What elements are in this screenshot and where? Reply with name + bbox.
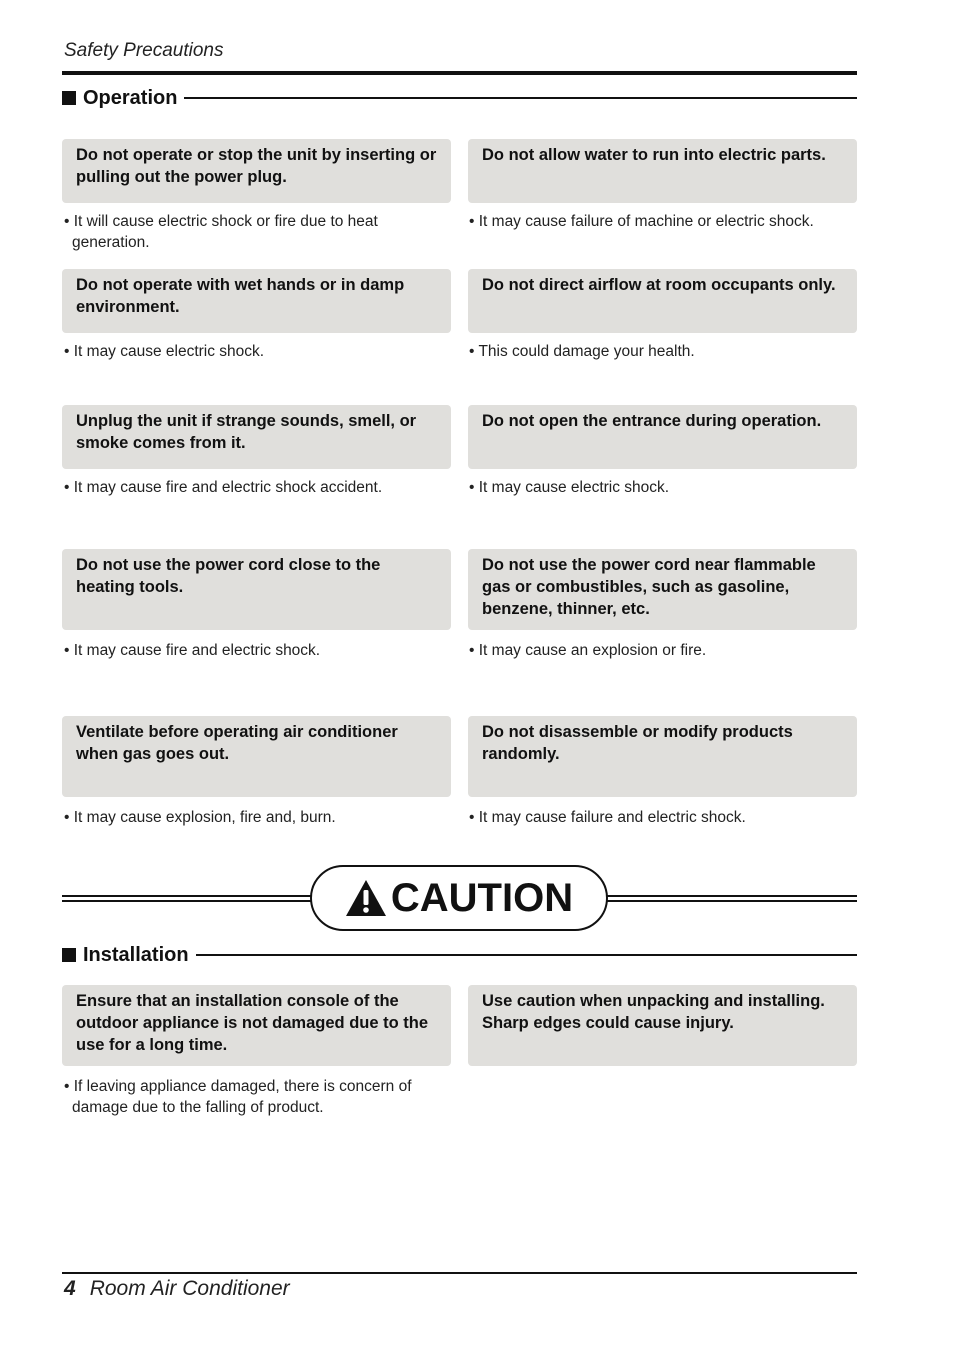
square-bullet-icon bbox=[62, 948, 76, 962]
page-number: 4 bbox=[64, 1277, 76, 1300]
section-title-label: Installation bbox=[83, 943, 189, 966]
warning-card: Do not disassemble or modify products randomly. bbox=[468, 716, 857, 797]
warning-card: Do not operate or stop the unit by inserting or pulling out the power plug. bbox=[62, 139, 451, 203]
warning-note: • This could damage your health. bbox=[469, 343, 695, 360]
warning-card: Unplug the unit if strange sounds, smell, or smoke comes from it. bbox=[62, 405, 451, 469]
warning-card: Ventilate before operating air conditioner when gas goes out. bbox=[62, 716, 451, 797]
warning-note: • It will cause electric shock or fire due to heat generation. bbox=[64, 213, 378, 251]
section-title-installation bbox=[62, 943, 857, 967]
warning-note: • It may cause fire and electric shock accident. bbox=[64, 479, 383, 496]
warning-note: • It may cause an explosion or fire. bbox=[469, 642, 707, 659]
footer-title: Room Air Conditioner bbox=[89, 1277, 290, 1300]
header-rule bbox=[62, 71, 857, 75]
running-footer bbox=[64, 1277, 290, 1301]
warning-card: Do not direct airflow at room occupants only. bbox=[468, 269, 857, 333]
warning-note: • It may cause electric shock. bbox=[469, 479, 670, 496]
footer-rule bbox=[62, 1272, 857, 1274]
caution-label: CAUTION bbox=[390, 875, 574, 920]
warning-note: • It may cause failure and electric shock. bbox=[469, 809, 746, 826]
section-title-operation bbox=[62, 86, 857, 110]
warning-note: • It may cause failure of machine or electric shock. bbox=[469, 213, 814, 230]
warning-card: Do not allow water to run into electric parts. bbox=[468, 139, 857, 203]
warning-note: • It may cause explosion, fire and, burn. bbox=[64, 809, 336, 826]
warning-card: Do not operate with wet hands or in damp environment. bbox=[62, 269, 451, 333]
section-title-rule bbox=[184, 97, 857, 99]
square-bullet-icon bbox=[62, 91, 76, 105]
section-title-rule bbox=[196, 954, 857, 956]
caution-banner bbox=[310, 865, 608, 931]
warning-note: • It may cause electric shock. bbox=[64, 343, 265, 360]
caution-card: Ensure that an installation console of the outdoor appliance is not damaged due to the use for a long time. bbox=[62, 985, 451, 1066]
warning-card: Do not use the power cord near flammable gas or combustibles, such as gasoline, benzene, thinner, etc. bbox=[468, 549, 857, 630]
warning-card: Do not use the power cord close to the heating tools. bbox=[62, 549, 451, 630]
section-title-label: Operation bbox=[83, 86, 178, 109]
caution-card: Use caution when unpacking and installing. Sharp edges could cause injury. bbox=[468, 985, 857, 1066]
caution-note: • If leaving appliance damaged, there is concern of damage due to the falling of product. bbox=[64, 1078, 412, 1116]
warning-triangle-icon bbox=[345, 879, 387, 917]
warning-note: • It may cause fire and electric shock. bbox=[64, 642, 321, 659]
running-header: Safety Precautions bbox=[64, 40, 224, 61]
warning-card: Do not open the entrance during operation. bbox=[468, 405, 857, 469]
